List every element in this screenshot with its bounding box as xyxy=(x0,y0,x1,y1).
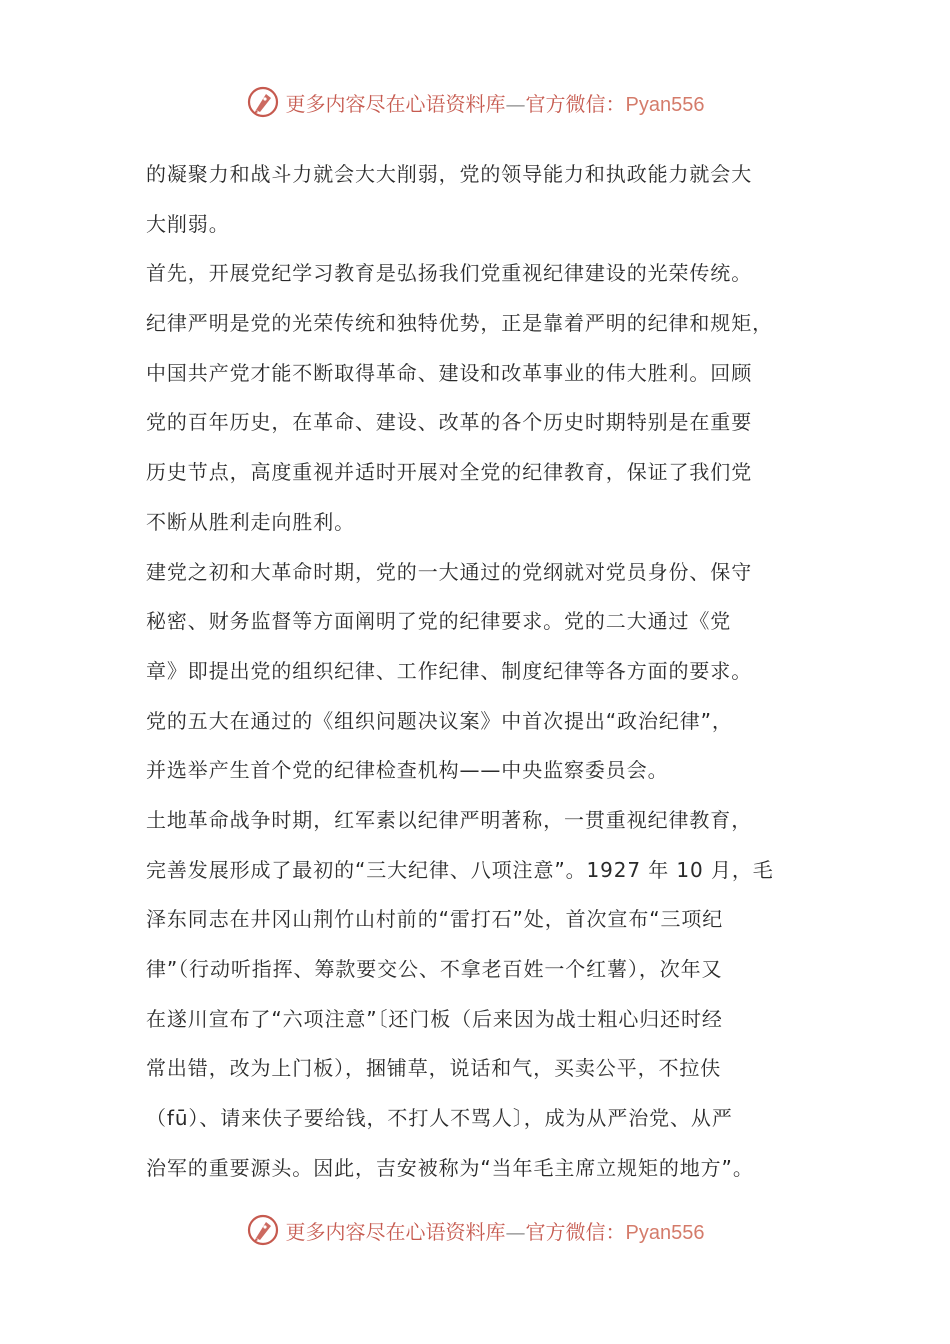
pen-nib-logo-icon xyxy=(246,1213,280,1247)
pen-nib-logo-icon xyxy=(246,85,280,119)
header-contact-text: 官方微信： xyxy=(525,91,626,116)
footer-banner xyxy=(0,1210,950,1250)
text-line: 中国共产党才能不断取得革命、建设和改革事业的伟大胜利。回顾 xyxy=(146,360,753,385)
footer-handle: Pyan556 xyxy=(625,1221,705,1244)
text-line: 完善发展形成了最初的“三大纪律、八项注意”。1927 年 10 月，毛 xyxy=(146,857,774,882)
text-line: 大削弱。 xyxy=(146,211,230,236)
text-line: 并选举产生首个党的纪律检查机构——中央监察委员会。 xyxy=(146,758,669,783)
text-line: 章》即提出党的组织纪律、工作纪律、制度纪律等各方面的要求。 xyxy=(146,658,753,683)
text-line: 治军的重要源头。因此，吉安被称为“当年毛主席立规矩的地方”。 xyxy=(146,1155,754,1180)
text-line: 历史节点，高度重视并适时开展对全党的纪律教育，保证了我们党 xyxy=(146,460,753,485)
footer-contact-text: 官方微信： xyxy=(525,1219,626,1244)
text-line: 党的五大在通过的《组织问题决议案》中首次提出“政治纪律”， xyxy=(146,708,733,733)
footer-banner-text xyxy=(286,1216,705,1245)
text-line: 的凝聚力和战斗力就会大大削弱，党的领导能力和执政能力就会大 xyxy=(146,162,753,186)
text-line: 律”（行动听指挥、筹款要交公、不拿老百姓一个红薯），次年又 xyxy=(146,957,723,981)
text-line: 在遂川宣布了“六项注意”〔还门板（后来因为战士粗心归还时经 xyxy=(146,1006,723,1031)
header-banner-text xyxy=(286,88,705,117)
text-line: 首先，开展党纪学习教育是弘扬我们党重视纪律建设的光荣传统。 xyxy=(146,261,753,286)
header-separator: — xyxy=(505,91,526,116)
text-line: 纪律严明是党的光荣传统和独特优势，正是靠着严明的纪律和规矩， xyxy=(146,311,773,336)
text-line: 党的百年历史，在革命、建设、改革的各个历史时期特别是在重要 xyxy=(146,410,753,435)
text-line: 常出错，改为上门板），捆铺草，说话和气，买卖公平，不拉伕 xyxy=(146,1056,722,1081)
text-line: 不断从胜利走向胜利。 xyxy=(146,509,355,534)
text-line: 土地革命战争时期，红军素以纪律严明著称，一贯重视纪律教育， xyxy=(146,807,753,832)
footer-brand-text: 更多内容尽在心语资料库 xyxy=(285,1219,506,1244)
header-handle: Pyan556 xyxy=(625,93,705,116)
text-line: 秘密、财务监督等方面阐明了党的纪律要求。党的二大通过《党 xyxy=(146,609,732,634)
header-brand-text: 更多内容尽在心语资料库 xyxy=(285,91,506,116)
header-banner xyxy=(0,82,950,122)
text-line: 泽东同志在井冈山荆竹山村前的“雷打石”处，首次宣布“三项纪 xyxy=(146,907,724,932)
text-line: 建党之初和大革命时期，党的一大通过的党纲就对党员身份、保守 xyxy=(146,559,753,584)
footer-separator: — xyxy=(505,1219,526,1244)
text-line: （fū）、请来伕子要给钱，不打人不骂人〕，成为从严治党、从严 xyxy=(146,1106,733,1131)
document-body xyxy=(146,150,806,1193)
